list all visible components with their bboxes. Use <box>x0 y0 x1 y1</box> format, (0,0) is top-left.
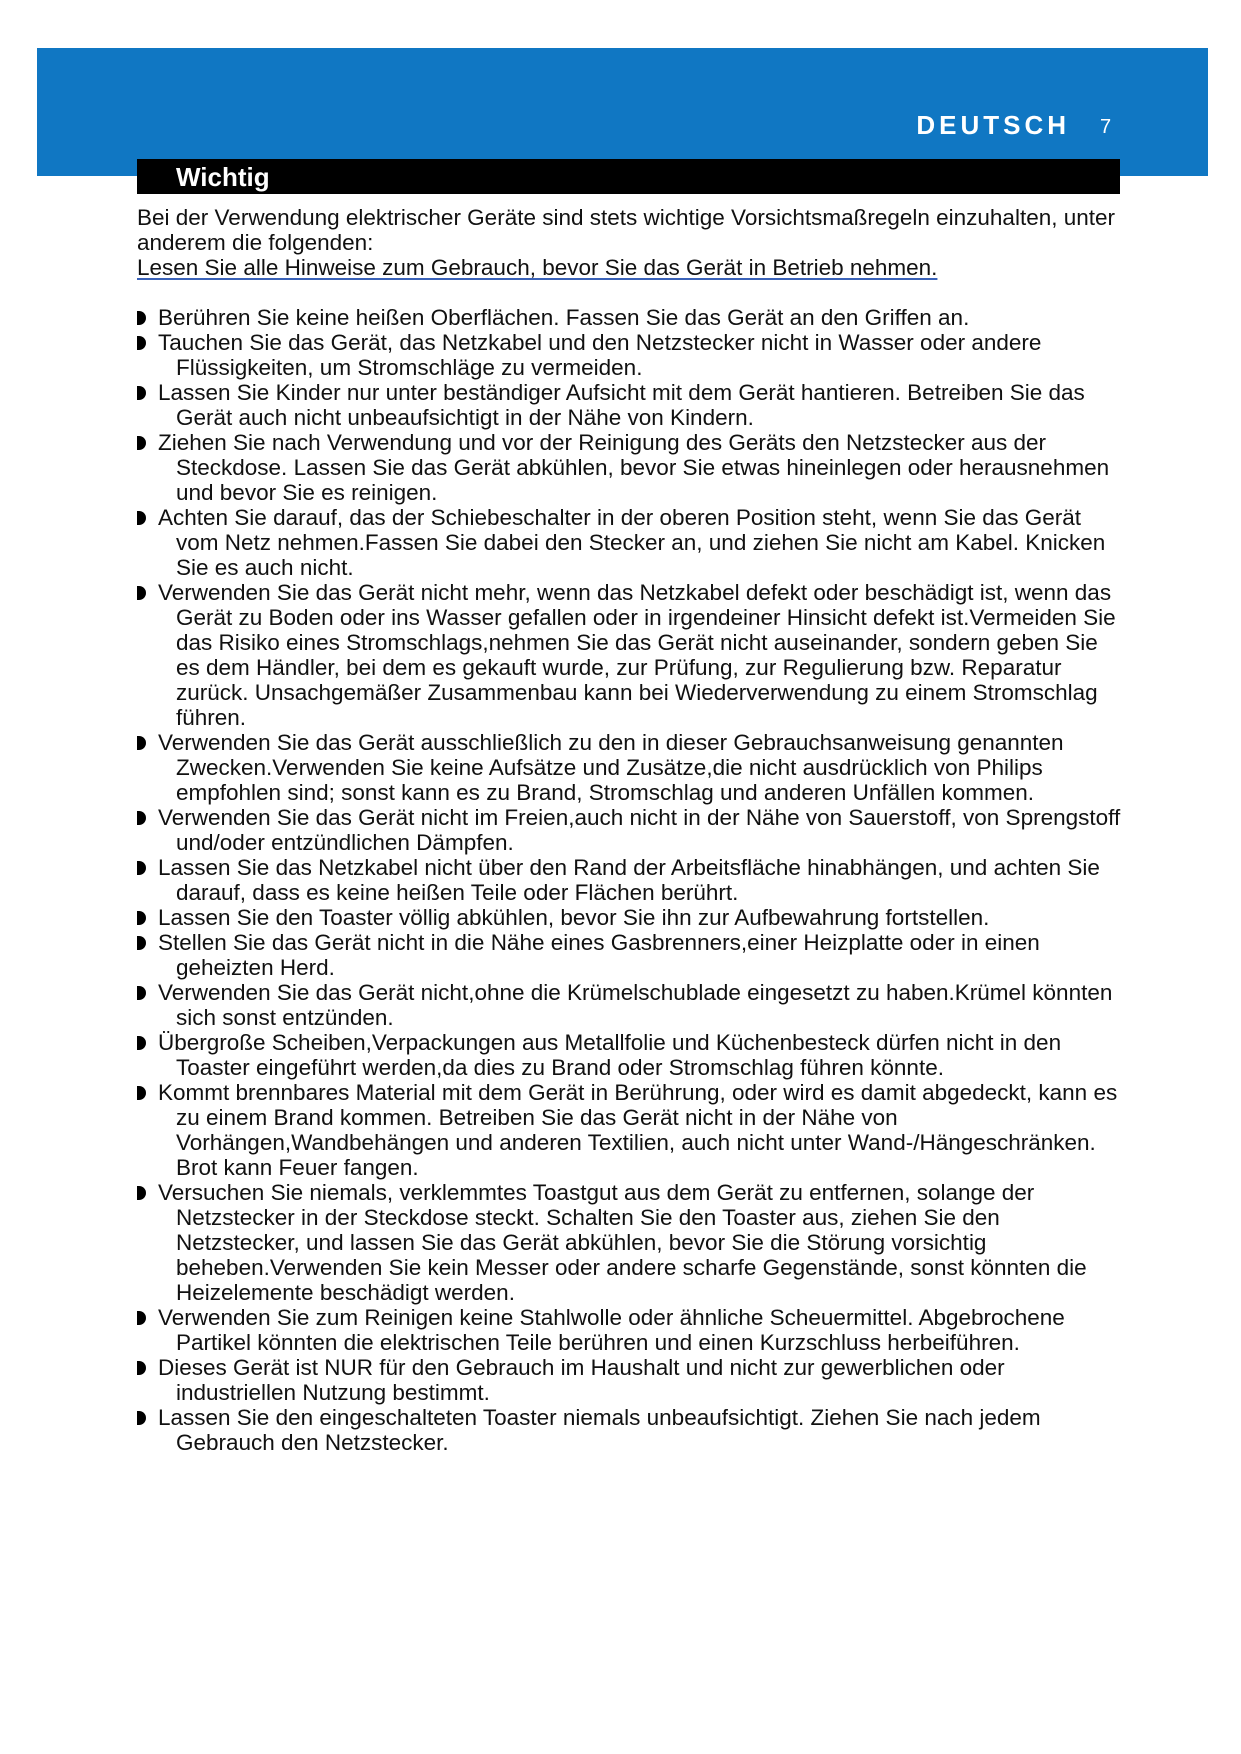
list-item <box>137 1355 1127 1405</box>
bullet-icon <box>137 511 146 525</box>
list-item <box>137 805 1127 855</box>
list-item <box>137 1180 1127 1305</box>
list-item <box>137 1030 1127 1080</box>
bullet-icon <box>137 1311 146 1325</box>
warning-text: Ziehen Sie nach Verwendung und vor der Reinigung des Geräts den Netzstecker aus der Steckdose. Lassen Sie das Gerät abkühlen, bevor Sie etwas hineinlegen oder herausnehmen und bevor Sie es reinigen. <box>158 430 1110 505</box>
warning-text: Verwenden Sie das Gerät nicht mehr, wenn das Netzkabel defekt oder beschädigt ist, wenn das Gerät zu Boden oder ins Wasser gefallen oder in irgendeiner Hinsicht defekt ist.Vermeiden Sie das Risiko eines Stromschlags,nehmen Sie das Gerät nicht auseinander, sondern geben Sie es dem Händler, bei dem es gekauft wurde, zur Prüfung, zur Regulierung bzw. Reparatur zurück. Unsachgemäßer Zusammenbau kann bei Wiederverwendung zu einem Stromschlag führen. <box>158 580 1116 730</box>
page-number: 7 <box>1100 116 1112 138</box>
bullet-icon <box>137 1036 146 1050</box>
intro-instruction: Lesen Sie alle Hinweise zum Gebrauch, bevor Sie das Gerät in Betrieb nehmen. <box>137 255 938 280</box>
warning-text: Verwenden Sie das Gerät ausschließlich zu den in dieser Gebrauchsanweisung genannten Zwecken.Verwenden Sie keine Aufsätze und Zusätze,die nicht ausdrücklich von Philips empfohlen sind; sonst kann es zu Brand, Stromschlag und anderen Unfällen kommen. <box>158 730 1064 805</box>
list-item <box>137 305 1127 330</box>
list-item <box>137 505 1127 580</box>
warning-text: Tauchen Sie das Gerät, das Netzkabel und den Netzstecker nicht in Wasser oder andere Flüssigkeiten, um Stromschläge zu vermeiden. <box>158 330 1042 380</box>
list-item <box>137 730 1127 805</box>
bullet-icon <box>137 1186 146 1200</box>
bullet-icon <box>137 1361 146 1375</box>
warning-text: Berühren Sie keine heißen Oberflächen. Fassen Sie das Gerät an den Griffen an. <box>158 305 970 330</box>
bullet-icon <box>137 986 146 1000</box>
list-item <box>137 580 1127 730</box>
bullet-icon <box>137 311 146 325</box>
list-item <box>137 380 1127 430</box>
bullet-icon <box>137 911 146 925</box>
list-item <box>137 930 1127 980</box>
bullet-icon <box>137 1086 146 1100</box>
warning-text: Verwenden Sie zum Reinigen keine Stahlwolle oder ähnliche Scheuermittel. Abgebrochene Partikel könnten die elektrischen Teile berühren und einen Kurzschluss herbeiführen. <box>158 1305 1065 1355</box>
section-title: Wichtig <box>176 162 270 192</box>
bullet-icon <box>137 736 146 750</box>
list-item <box>137 855 1127 905</box>
bullet-icon <box>137 1411 146 1425</box>
warning-text: Achten Sie darauf, das der Schiebeschalter in der oberen Position steht, wenn Sie das Gerät vom Netz nehmen.Fassen Sie dabei den Stecker an, und ziehen Sie nicht am Kabel. Knicken Sie es auch nicht. <box>158 505 1106 580</box>
warning-text: Kommt brennbares Material mit dem Gerät in Berührung, oder wird es damit abgedeckt, kann es zu einem Brand kommen. Betreiben Sie das Gerät nicht in der Nähe von Vorhängen,Wandbehängen und anderen Textilien, auch nicht unter Wand-/Hängeschränken. Brot kann Feuer fangen. <box>158 1080 1118 1180</box>
bullet-icon <box>137 586 146 600</box>
bullet-icon <box>137 436 146 450</box>
warning-text: Verwenden Sie das Gerät nicht,ohne die Krümelschublade eingesetzt zu haben.Krümel könnten sich sonst entzünden. <box>158 980 1113 1030</box>
warning-text: Verwenden Sie das Gerät nicht im Freien,auch nicht in der Nähe von Sauerstoff, von Sprengstoff und/oder entzündlichen Dämpfen. <box>158 805 1121 855</box>
list-item <box>137 430 1127 505</box>
warning-text: Lassen Sie das Netzkabel nicht über den Rand der Arbeitsfläche hinabhängen, und achten Sie darauf, dass es keine heißen Teile oder Flächen berührt. <box>158 855 1100 905</box>
section-bar <box>137 159 1120 194</box>
list-item <box>137 1080 1127 1180</box>
bullet-icon <box>137 386 146 400</box>
intro-paragraph: Bei der Verwendung elektrischer Geräte sind stets wichtige Vorsichtsmaßregeln einzuhalten, unter anderem die folgenden: <box>137 205 1116 255</box>
intro-text <box>137 205 1127 280</box>
language-label: DEUTSCH <box>916 110 1070 140</box>
list-item <box>137 905 1127 930</box>
list-item <box>137 980 1127 1030</box>
warning-text: Übergroße Scheiben,Verpackungen aus Metallfolie und Küchenbesteck dürfen nicht in den Toaster eingeführt werden,da dies zu Brand oder Stromschlag führen könnte. <box>158 1030 1062 1080</box>
warning-text: Lassen Sie Kinder nur unter beständiger Aufsicht mit dem Gerät hantieren. Betreiben Sie das Gerät auch nicht unbeaufsichtigt in der Nähe von Kindern. <box>158 380 1085 430</box>
warning-text: Versuchen Sie niemals, verklemmtes Toastgut aus dem Gerät zu entfernen, solange der Netzstecker in der Steckdose steckt. Schalten Sie den Toaster aus, ziehen Sie den Netzstecker, und lassen Sie das Gerät abkühlen, bevor Sie die Störung vorsichtig beheben.Verwenden Sie kein Messer oder andere scharfe Gegenstände, sonst könnten die Heizelemente beschädigt werden. <box>158 1180 1087 1305</box>
list-item <box>137 1405 1127 1455</box>
safety-warnings-list <box>137 305 1127 1455</box>
warning-text: Lassen Sie den Toaster völlig abkühlen, bevor Sie ihn zur Aufbewahrung fortstellen. <box>158 905 990 930</box>
bullet-icon <box>137 811 146 825</box>
list-item <box>137 330 1127 380</box>
bullet-icon <box>137 936 146 950</box>
warning-text: Dieses Gerät ist NUR für den Gebrauch im Haushalt und nicht zur gewerblichen oder industriellen Nutzung bestimmt. <box>158 1355 1005 1405</box>
list-item <box>137 1305 1127 1355</box>
warning-text: Stellen Sie das Gerät nicht in die Nähe eines Gasbrenners,einer Heizplatte oder in einen geheizten Herd. <box>158 930 1040 980</box>
bullet-icon <box>137 336 146 350</box>
warning-text: Lassen Sie den eingeschalteten Toaster niemals unbeaufsichtigt. Ziehen Sie nach jedem Gebrauch den Netzstecker. <box>158 1405 1041 1455</box>
bullet-icon <box>137 861 146 875</box>
